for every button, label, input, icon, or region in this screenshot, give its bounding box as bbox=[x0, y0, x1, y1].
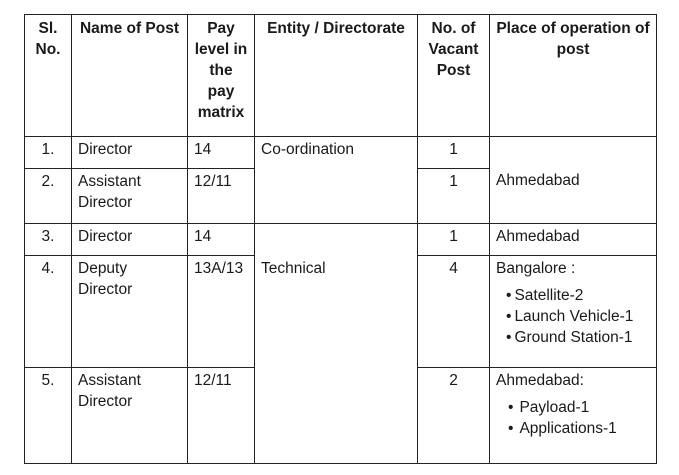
entity-cell: Co-ordination bbox=[255, 137, 418, 224]
pay-level-cell: 12/11 bbox=[188, 169, 255, 224]
sl-no-cell: 1. bbox=[25, 137, 72, 169]
sl-no-cell: 5. bbox=[25, 368, 72, 464]
header-sl-no: Sl. No. bbox=[25, 15, 72, 137]
header-place-of-operation: Place of operation of post bbox=[490, 15, 657, 137]
list-item: • Ground Station-1 bbox=[496, 327, 650, 348]
pay-level-cell: 13A/13 bbox=[188, 256, 255, 368]
vacant-cell: 1 bbox=[418, 224, 490, 256]
table-row bbox=[25, 224, 657, 256]
entity-cell bbox=[255, 224, 418, 464]
post-cell: Assistant Director bbox=[72, 169, 188, 224]
place-cell bbox=[490, 368, 657, 464]
place-cell bbox=[490, 256, 657, 368]
post-cell: Assistant Director bbox=[72, 368, 188, 464]
post-cell: Director bbox=[72, 137, 188, 169]
pay-level-cell: 14 bbox=[188, 137, 255, 169]
place-label: Bangalore : bbox=[496, 260, 576, 277]
list-item: • Payload-1 bbox=[496, 397, 650, 418]
vacancy-table bbox=[24, 14, 657, 464]
vacant-cell: 1 bbox=[418, 169, 490, 224]
header-name-of-post: Name of Post bbox=[72, 15, 188, 137]
sl-no-cell: 3. bbox=[25, 224, 72, 256]
sl-no-cell: 2. bbox=[25, 169, 72, 224]
vacant-cell: 1 bbox=[418, 137, 490, 169]
pay-level-cell: 14 bbox=[188, 224, 255, 256]
place-cell: Ahmedabad bbox=[490, 137, 657, 224]
vacant-cell: 4 bbox=[418, 256, 490, 368]
list-item: • Satellite-2 bbox=[496, 285, 650, 306]
place-detail-list bbox=[496, 397, 650, 439]
list-item: • Launch Vehicle-1 bbox=[496, 306, 650, 327]
place-label: Ahmedabad: bbox=[496, 372, 584, 389]
place-cell: Ahmedabad bbox=[490, 224, 657, 256]
place-detail-list bbox=[496, 285, 650, 348]
list-item: • Applications-1 bbox=[496, 418, 650, 439]
post-cell: Deputy Director bbox=[72, 256, 188, 368]
sl-no-cell: 4. bbox=[25, 256, 72, 368]
header-vacant-posts: No. of Vacant Post bbox=[418, 15, 490, 137]
header-pay-level: Pay level in the pay matrix bbox=[188, 15, 255, 137]
header-row bbox=[25, 15, 657, 137]
entity-label: Technical bbox=[261, 260, 326, 277]
vacant-cell: 2 bbox=[418, 368, 490, 464]
pay-level-cell: 12/11 bbox=[188, 368, 255, 464]
post-cell: Director bbox=[72, 224, 188, 256]
header-entity-directorate: Entity / Directorate bbox=[255, 15, 418, 137]
table-row bbox=[25, 137, 657, 169]
